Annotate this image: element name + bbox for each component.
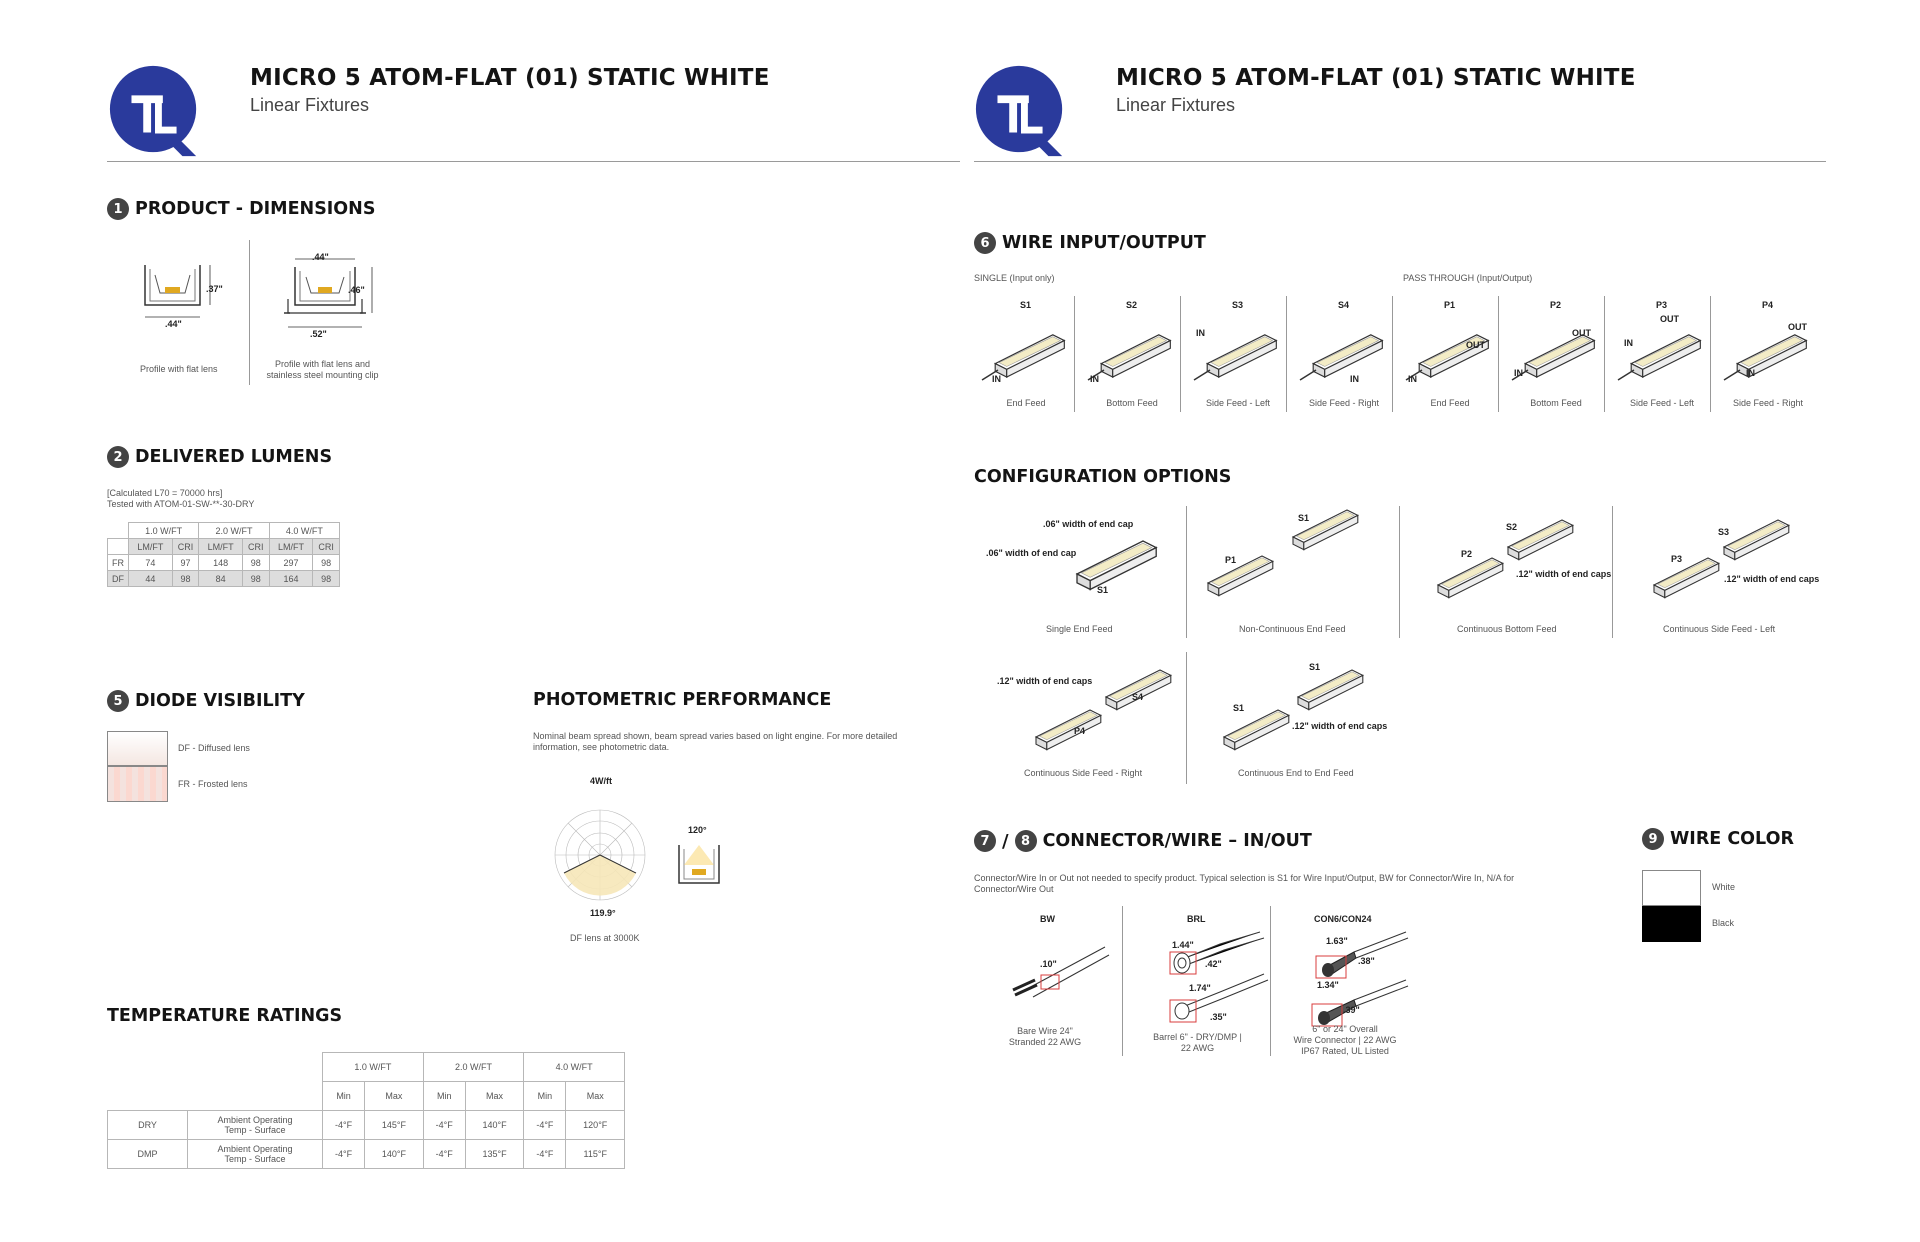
wire-divider xyxy=(1286,296,1287,412)
con-caption xyxy=(1280,1024,1410,1057)
lumens-group-header: 4.0 W/FT xyxy=(269,523,339,539)
temp-col-header: Min xyxy=(323,1082,365,1111)
temp-corner xyxy=(108,1053,188,1082)
wire-option-code: P2 xyxy=(1550,300,1562,310)
section-number: 1 xyxy=(107,198,129,220)
brand-logo-left xyxy=(106,62,204,160)
bw-code: BW xyxy=(1040,914,1055,924)
section-title: TEMPERATURE RATINGS xyxy=(107,1006,343,1026)
wire-out-label: OUT xyxy=(1788,322,1807,332)
table-row xyxy=(108,1140,625,1169)
wire-out-label: OUT xyxy=(1466,340,1485,350)
config2-code-s1: S1 xyxy=(1298,513,1310,523)
pass-through-label: PASS THROUGH (Input/Output) xyxy=(1403,273,1533,283)
wire-color-black-swatch xyxy=(1642,906,1701,942)
photometric-power-label: 4W/ft xyxy=(590,776,612,786)
con-dim-2: .38" xyxy=(1358,956,1375,966)
config3-code-s2: S2 xyxy=(1506,522,1518,532)
section-title: CONFIGURATION OPTIONS xyxy=(974,467,1232,487)
wire-option-drawing xyxy=(976,318,1072,388)
section-title: DELIVERED LUMENS xyxy=(135,447,333,467)
wire-divider xyxy=(1710,296,1711,412)
profile1-width-label: .44" xyxy=(165,319,182,329)
section-title: PHOTOMETRIC PERFORMANCE xyxy=(533,690,832,710)
config3-code-p2: P2 xyxy=(1461,549,1473,559)
config4-note: .12" width of end caps xyxy=(1724,574,1820,584)
config1-note-1: .06" width of end cap xyxy=(1043,519,1134,529)
page-title-right: MICRO 5 ATOM-FLAT (01) STATIC WHITE xyxy=(1116,65,1636,91)
lumens-col-header: CRI xyxy=(313,539,340,555)
cell: 148 xyxy=(199,555,243,571)
polar-chart xyxy=(550,805,650,905)
lumens-corner xyxy=(108,539,129,555)
bw-dim: .10" xyxy=(1040,959,1057,969)
profile2-caption-line1: Profile with flat lens and xyxy=(274,359,371,369)
wire-option-code: S1 xyxy=(1020,300,1032,310)
con-code: CON6/CON24 xyxy=(1314,914,1372,924)
wire-option-caption: Side Feed - Left xyxy=(1629,398,1695,408)
brl-caption xyxy=(1140,1032,1255,1054)
config5-code-p4: P4 xyxy=(1074,726,1086,736)
cell: -4°F xyxy=(323,1111,365,1140)
wire-in-label: IN xyxy=(1514,368,1523,378)
row-desc-line2: Temp - Surface xyxy=(224,1125,286,1135)
lumens-table xyxy=(107,522,340,587)
lumens-col-header: CRI xyxy=(242,539,269,555)
section-connector xyxy=(974,830,1312,852)
table-row xyxy=(108,571,340,587)
config-divider xyxy=(1186,652,1187,784)
lumens-note-2: Tested with ATOM-01-SW-**-30-DRY xyxy=(107,499,255,509)
wire-option-code: S3 xyxy=(1232,300,1244,310)
wire-divider xyxy=(1074,296,1075,412)
con-caption-line2: Wire Connector | 22 AWG xyxy=(1293,1035,1397,1045)
beam-angle-label: 120° xyxy=(688,825,707,835)
wire-in-label: IN xyxy=(1196,328,1205,338)
section-title: PRODUCT - DIMENSIONS xyxy=(135,199,376,219)
cell: -4°F xyxy=(524,1111,566,1140)
bw-caption xyxy=(990,1026,1100,1048)
wire-option-drawing xyxy=(1612,318,1708,388)
temperature-table xyxy=(107,1052,625,1169)
cell: 84 xyxy=(199,571,243,587)
config5-note: .12" width of end caps xyxy=(997,676,1093,686)
con-dim-3: 1.34" xyxy=(1317,980,1339,990)
wire-in-label: IN xyxy=(992,374,1001,384)
wire-option-caption: Side Feed - Right xyxy=(1732,398,1804,408)
connector-divider xyxy=(1270,906,1271,1056)
temp-group-header: 1.0 W/FT xyxy=(323,1053,424,1082)
wire-option-code: P1 xyxy=(1444,300,1456,310)
section-number: 9 xyxy=(1642,828,1664,850)
lumens-col-header: LM/FT xyxy=(199,539,243,555)
cell: 135°F xyxy=(465,1140,524,1169)
wire-option-caption: Bottom Feed xyxy=(1106,398,1158,408)
temp-group-header: 4.0 W/FT xyxy=(524,1053,625,1082)
config-divider xyxy=(1612,506,1613,638)
brl-caption-line2: 22 AWG xyxy=(1180,1043,1215,1053)
cell: -4°F xyxy=(423,1111,465,1140)
config5-code-s4: S4 xyxy=(1132,692,1144,702)
wire-option-code: S4 xyxy=(1338,300,1350,310)
con-caption-line3: IP67 Rated, UL Listed xyxy=(1301,1046,1389,1056)
config4-code-p3: P3 xyxy=(1671,554,1683,564)
row-desc-line1: Ambient Operating xyxy=(217,1144,293,1154)
row-desc xyxy=(188,1111,323,1140)
section-temperature xyxy=(107,1006,342,1026)
lumens-col-header: LM/FT xyxy=(269,539,313,555)
cell: -4°F xyxy=(323,1140,365,1169)
section-dimensions xyxy=(107,198,375,220)
cell: 297 xyxy=(269,555,313,571)
config-end-to-end-drawing-b xyxy=(1280,660,1370,720)
section-title: WIRE INPUT/OUTPUT xyxy=(1002,233,1206,253)
wire-color-white-swatch xyxy=(1642,870,1701,906)
section-number: 2 xyxy=(107,446,129,468)
config4-caption: Continuous Side Feed - Left xyxy=(1663,624,1776,634)
cell: -4°F xyxy=(423,1140,465,1169)
lumens-group-header: 2.0 W/FT xyxy=(199,523,269,539)
section-wire-color xyxy=(1642,828,1794,850)
page-subtitle-left: Linear Fixtures xyxy=(250,95,370,115)
cell: 164 xyxy=(269,571,313,587)
table-row xyxy=(108,1111,625,1140)
config6-code-s1-top: S1 xyxy=(1309,662,1321,672)
config2-caption: Non-Continuous End Feed xyxy=(1239,624,1346,634)
section-configuration xyxy=(974,467,1231,487)
brl-dim-2: .42" xyxy=(1205,959,1222,969)
con-caption-line1: 6" or 24" Overall xyxy=(1312,1024,1378,1034)
cell: 140°F xyxy=(365,1140,424,1169)
wire-in-label: IN xyxy=(1746,368,1755,378)
section-title: CONNECTOR/WIRE – IN/OUT xyxy=(1042,831,1312,851)
wire-option-caption: End Feed xyxy=(1430,398,1470,408)
temp-col-header: Max xyxy=(566,1082,625,1111)
connector-note-1: Connector/Wire In or Out not needed to specify product. Typical selection is S1 for Wire Input/Output, BW for Connector/Wire In, N/A for xyxy=(974,873,1515,883)
config-bottom-feed-drawing-b xyxy=(1490,510,1580,570)
wire-option-caption: Bottom Feed xyxy=(1530,398,1582,408)
cell: 140°F xyxy=(465,1111,524,1140)
cell: 98 xyxy=(313,571,340,587)
brl-dim-1: 1.44" xyxy=(1172,940,1194,950)
wire-in-label: IN xyxy=(1624,338,1633,348)
header-rule-right xyxy=(974,161,1826,162)
dimension-divider xyxy=(249,240,250,385)
profile2-bottom-width-label: .52" xyxy=(310,329,327,339)
cell: 98 xyxy=(172,571,199,587)
section-diode xyxy=(107,690,305,712)
wire-option-caption: Side Feed - Right xyxy=(1308,398,1380,408)
wire-divider xyxy=(1392,296,1393,412)
temp-col-header: Min xyxy=(524,1082,566,1111)
con-dim-4: .39" xyxy=(1343,1005,1360,1015)
wire-connector-drawing xyxy=(1310,928,1410,1028)
config4-code-s3: S3 xyxy=(1718,527,1730,537)
row-label: DRY xyxy=(108,1111,188,1140)
config-divider xyxy=(1186,506,1187,638)
cell: 145°F xyxy=(365,1111,424,1140)
config1-code: S1 xyxy=(1097,585,1109,595)
profile2-caption-line2: stainless steel mounting clip xyxy=(266,370,379,380)
wire-option-caption: Side Feed - Left xyxy=(1205,398,1271,408)
temp-corner xyxy=(188,1053,323,1082)
page-subtitle-right: Linear Fixtures xyxy=(1116,95,1236,115)
connector-divider xyxy=(1122,906,1123,1056)
cell: 98 xyxy=(313,555,340,571)
wire-in-label: IN xyxy=(1090,374,1099,384)
bw-caption-line1: Bare Wire 24" xyxy=(1017,1026,1073,1036)
config6-code-s1-bottom: S1 xyxy=(1233,703,1245,713)
temp-col-header: Max xyxy=(365,1082,424,1111)
cell: 74 xyxy=(129,555,173,571)
wire-color-white-label: White xyxy=(1712,882,1736,892)
cell: 44 xyxy=(129,571,173,587)
wire-in-label: IN xyxy=(1350,374,1359,384)
frosted-lens-swatch xyxy=(107,766,168,802)
wire-divider xyxy=(1180,296,1181,412)
wire-option-code: S2 xyxy=(1126,300,1138,310)
config6-caption: Continuous End to End Feed xyxy=(1238,768,1354,778)
config-single-end-drawing xyxy=(1055,530,1165,600)
config5-caption: Continuous Side Feed - Right xyxy=(1024,768,1143,778)
cell: 120°F xyxy=(566,1111,625,1140)
profile1-height-label: .37" xyxy=(206,284,223,294)
cell: 115°F xyxy=(566,1140,625,1169)
config-non-continuous-drawing-b xyxy=(1275,500,1365,560)
diffused-lens-label: DF - Diffused lens xyxy=(178,743,250,753)
wire-color-black-label: Black xyxy=(1712,918,1735,928)
config-side-right-drawing-b xyxy=(1088,660,1178,720)
cell: 98 xyxy=(242,555,269,571)
wire-option-caption: End Feed xyxy=(1006,398,1046,408)
section-title: WIRE COLOR xyxy=(1670,829,1794,849)
section-number: 6 xyxy=(974,232,996,254)
config1-note-2: .06" width of end cap xyxy=(986,548,1077,558)
photometric-note-1: Nominal beam spread shown, beam spread varies based on light engine. For more detailed xyxy=(533,731,898,741)
wire-in-label: IN xyxy=(1408,374,1417,384)
temp-group-header: 2.0 W/FT xyxy=(423,1053,524,1082)
profile2-height-label: .46" xyxy=(348,285,365,295)
wire-option-code: P4 xyxy=(1762,300,1774,310)
temp-corner xyxy=(188,1082,323,1111)
config1-caption: Single End Feed xyxy=(1046,624,1113,634)
frosted-lens-label: FR - Frosted lens xyxy=(178,779,248,789)
config6-note: .12" width of end caps xyxy=(1292,721,1388,731)
brl-dim-4: .35" xyxy=(1210,1012,1227,1022)
polar-angle-label: 119.9° xyxy=(590,908,616,918)
beam-profile-icon xyxy=(674,835,724,890)
profile-clip-drawing xyxy=(280,255,390,345)
section-lumens xyxy=(107,446,332,468)
lumens-note-1: [Calculated L70 = 70000 hrs] xyxy=(107,488,223,498)
lumens-col-header: CRI xyxy=(172,539,199,555)
config-side-left-drawing-b xyxy=(1706,510,1796,570)
lumens-col-header: LM/FT xyxy=(129,539,173,555)
config3-caption: Continuous Bottom Feed xyxy=(1457,624,1557,634)
bare-wire-drawing xyxy=(1005,935,1115,1005)
section-number: 7 xyxy=(974,830,996,852)
temp-col-header: Min xyxy=(423,1082,465,1111)
section-separator: / xyxy=(1002,830,1009,852)
config-divider xyxy=(1399,506,1400,638)
photometric-caption: DF lens at 3000K xyxy=(570,933,640,943)
wire-option-drawing xyxy=(1294,318,1390,388)
diffused-lens-swatch xyxy=(107,731,168,766)
page-title-left: MICRO 5 ATOM-FLAT (01) STATIC WHITE xyxy=(250,65,770,91)
bw-caption-line2: Stranded 22 AWG xyxy=(1008,1037,1082,1047)
section-title: DIODE VISIBILITY xyxy=(135,691,305,711)
wire-divider xyxy=(1604,296,1605,412)
temp-corner xyxy=(108,1082,188,1111)
row-label: DMP xyxy=(108,1140,188,1169)
temp-col-header: Max xyxy=(465,1082,524,1111)
row-desc xyxy=(188,1140,323,1169)
section-number: 5 xyxy=(107,690,129,712)
section-wire-io xyxy=(974,232,1206,254)
table-row xyxy=(108,555,340,571)
profile2-caption xyxy=(255,359,390,381)
connector-note-2: Connector/Wire Out xyxy=(974,884,1054,894)
cell: 98 xyxy=(242,571,269,587)
row-desc-line1: Ambient Operating xyxy=(217,1115,293,1125)
cell: -4°F xyxy=(524,1140,566,1169)
profile2-top-width-label: .44" xyxy=(312,252,329,262)
row-label: DF xyxy=(108,571,129,587)
profile1-caption: Profile with flat lens xyxy=(140,364,218,374)
brl-code: BRL xyxy=(1187,914,1206,924)
wire-out-label: OUT xyxy=(1660,314,1679,324)
wire-out-label: OUT xyxy=(1572,328,1591,338)
brl-dim-3: 1.74" xyxy=(1189,983,1211,993)
section-number: 8 xyxy=(1015,830,1037,852)
cell: 97 xyxy=(172,555,199,571)
row-desc-line2: Temp - Surface xyxy=(224,1154,286,1164)
brl-caption-line1: Barrel 6" - DRY/DMP | xyxy=(1153,1032,1242,1042)
photometric-note-2: information, see photometric data. xyxy=(533,742,670,752)
single-label: SINGLE (Input only) xyxy=(974,273,1055,283)
row-label: FR xyxy=(108,555,129,571)
header-rule-left xyxy=(107,161,960,162)
lumens-corner xyxy=(108,523,129,539)
wire-option-code: P3 xyxy=(1656,300,1668,310)
wire-divider xyxy=(1498,296,1499,412)
con-dim-1: 1.63" xyxy=(1326,936,1348,946)
section-photometric xyxy=(533,690,831,710)
config2-code-p1: P1 xyxy=(1225,555,1237,565)
brand-logo-right xyxy=(972,62,1070,160)
lumens-group-header: 1.0 W/FT xyxy=(129,523,199,539)
config3-note: .12" width of end caps xyxy=(1516,569,1612,579)
